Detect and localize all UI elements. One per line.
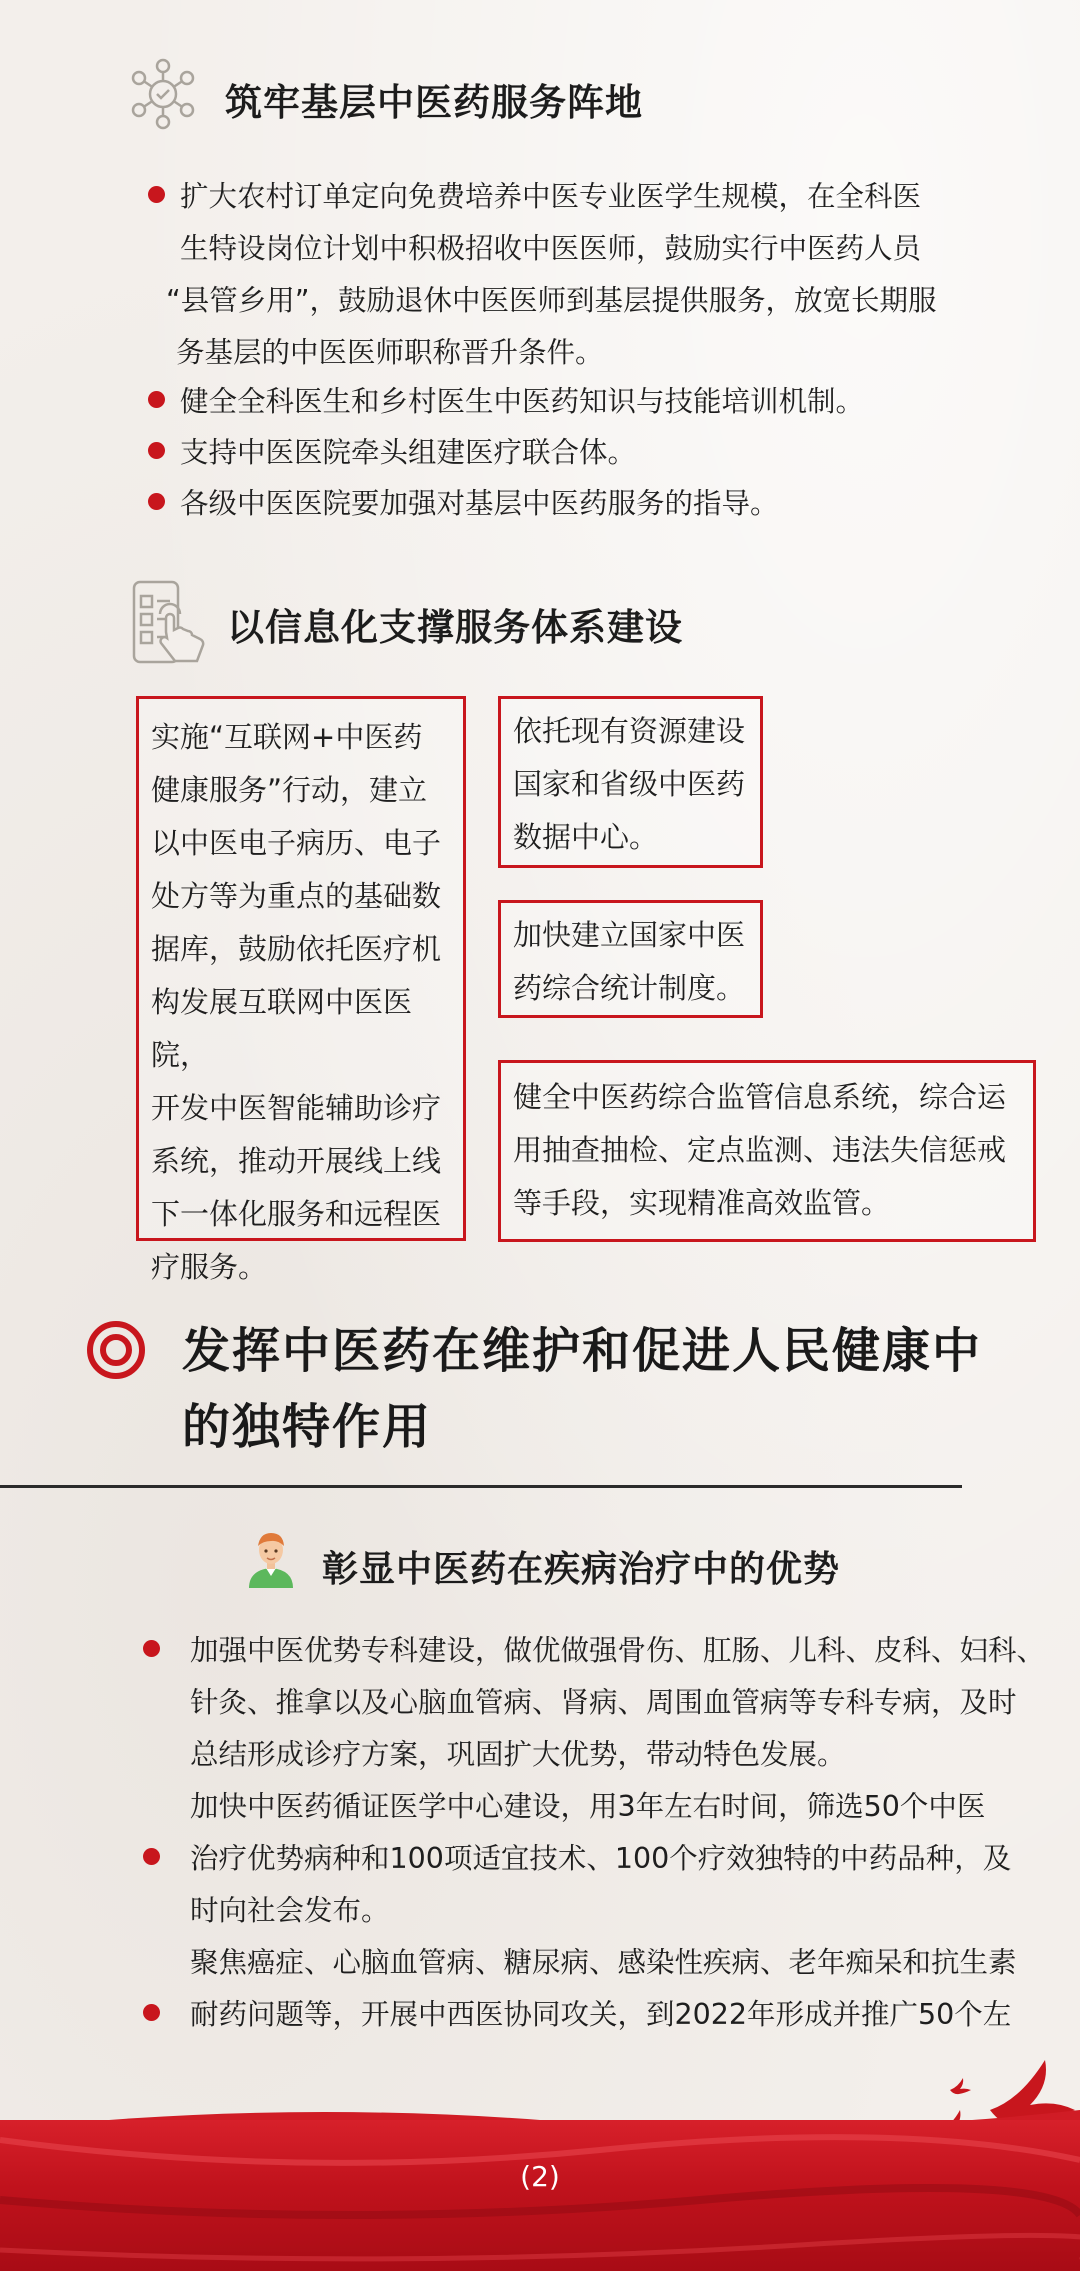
box-line: 据库，鼓励依托医疗机: [151, 932, 442, 966]
doctor-avatar-icon: [246, 1530, 296, 1590]
box-line: 处方等为重点的基础数: [151, 879, 442, 913]
bullet-dot: [148, 442, 165, 459]
bullet-dot: [148, 186, 165, 203]
box-line: 下一体化服务和远程医: [151, 1197, 442, 1231]
bullet-dot: [148, 493, 165, 510]
s3-line-4: 加快中医药循证医学中心建设，用3年左右时间，筛选50个中医: [190, 1790, 986, 1823]
box-line: 数据中心。: [513, 820, 659, 854]
section-divider: [0, 1485, 962, 1488]
box-line: 加快建立国家中医: [513, 918, 746, 952]
s3-line-5: 治疗优势病种和100项适宜技术、100个疗效独特的中药品种，及: [190, 1842, 1012, 1875]
section-title-treatment-advantage: 彰显中医药在疾病治疗中的优势: [322, 1549, 841, 1590]
part-heading-line-2: 的独特作用: [182, 1399, 433, 1455]
section-title-informatization: 以信息化支撑服务体系建设: [227, 606, 683, 649]
box-line: 构发展互联网中医医院，: [151, 985, 413, 1072]
section-title-grassroots: 筑牢基层中医药服务阵地: [225, 81, 643, 124]
info-box-internet-health: [136, 696, 466, 1284]
part-heading-line-1: 发挥中医药在维护和促进人民健康中: [182, 1323, 983, 1379]
bullet-4-line-1: 各级中医医院要加强对基层中医药服务的指导。: [180, 487, 779, 520]
info-box-data-center: [498, 696, 763, 868]
box-line: 健全中医药综合监管信息系统，综合运: [513, 1080, 1007, 1114]
box-line: 药综合统计制度。: [513, 971, 746, 1005]
part-heading: [182, 1313, 1042, 1465]
s3-line-8: 耐药问题等，开展中西医协同攻关，到2022年形成并推广50个左: [190, 1998, 1012, 2031]
box-line: 以中医电子病历、电子: [151, 826, 442, 860]
bullet-2-line-1: 健全全科医生和乡村医生中医药知识与技能培训机制。: [180, 385, 865, 418]
bullet-1-line-3: “县管乡用”，鼓励退休中医医师到基层提供服务，放宽长期服: [166, 284, 937, 317]
bullet-1-line-2: 生特设岗位计划中积极招收中医医师，鼓励实行中医药人员: [180, 232, 922, 265]
box-line: 开发中医智能辅助诊疗: [151, 1091, 442, 1125]
network-hub-icon: [125, 56, 201, 132]
s3-line-6: 时向社会发布。: [190, 1894, 390, 1927]
box-line: 健康服务”行动，建立: [151, 773, 428, 807]
box-line: 疗服务。: [151, 1250, 268, 1284]
s3-line-2: 针灸、推拿以及心脑血管病、肾病、周围血管病等专科专病，及时: [190, 1686, 1017, 1719]
box-line: 实施“互联网+中医药: [151, 720, 423, 754]
bullet-1-line-4: 务基层的中医医师职称晋升条件。: [176, 336, 604, 369]
bullet-1-line-1: 扩大农村订单定向免费培养中医专业医学生规模，在全科医: [180, 180, 922, 213]
info-box-statistics: [498, 900, 763, 1018]
s3-line-7: 聚焦癌症、心脑血管病、糖尿病、感染性疾病、老年痴呆和抗生素: [190, 1946, 1017, 1979]
page-number: (2): [520, 2160, 560, 2193]
s3-line-3: 总结形成诊疗方案，巩固扩大优势，带动特色发展。: [190, 1738, 846, 1771]
s3-line-1: 加强中医优势专科建设，做优做强骨伤、肛肠、儿科、皮科、妇科、: [190, 1634, 1046, 1667]
box-line: 等手段，实现精准高效监管。: [513, 1186, 891, 1220]
phone-tap-icon: [130, 578, 214, 668]
bullet-dot: [143, 1848, 160, 1865]
box-line: 系统，推动开展线上线: [151, 1144, 442, 1178]
bullet-3-line-1: 支持中医医院牵头组建医疗联合体。: [180, 436, 637, 469]
box-line: 依托现有资源建设: [513, 714, 746, 748]
bullet-dot: [148, 391, 165, 408]
bullet-dot: [143, 2004, 160, 2021]
box-line: 用抽查抽检、定点监测、违法失信惩戒: [513, 1133, 1007, 1167]
target-circle-icon: [86, 1320, 146, 1380]
box-line: 国家和省级中医药: [513, 767, 746, 801]
banner-folds: [0, 2120, 1080, 2271]
bullet-dot: [143, 1640, 160, 1657]
info-box-supervision: [498, 1060, 1036, 1242]
